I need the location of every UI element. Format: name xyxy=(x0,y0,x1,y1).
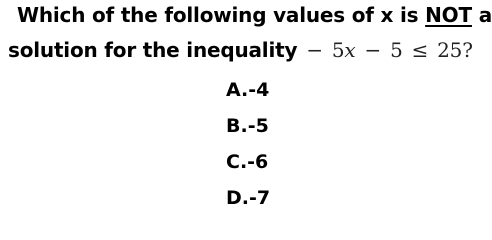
answer-option-a: A.-4 xyxy=(226,79,270,101)
question-text-start: Which of the following values of x is xyxy=(17,3,426,27)
inequality-relation: ≤ xyxy=(411,38,429,62)
question-line-1 xyxy=(17,3,492,27)
emphasis-not: NOT xyxy=(425,3,472,27)
inequality-expression xyxy=(297,38,472,62)
question-line-2 xyxy=(8,38,473,62)
answer-options xyxy=(226,77,270,221)
inequality-rhs: 25? xyxy=(437,38,473,62)
question-text-end: a xyxy=(471,3,492,27)
inequality-coefficient: 5 xyxy=(331,38,345,62)
question-text-continued: solution for the inequality xyxy=(8,38,298,62)
answer-option-b: B.-5 xyxy=(226,115,269,137)
answer-option-d: D.-7 xyxy=(226,187,271,209)
inequality-constant: 5 xyxy=(390,38,403,62)
answer-option-c: C.-6 xyxy=(226,151,269,173)
inequality-variable: x xyxy=(344,38,356,62)
inequality-minus-operator: − xyxy=(364,38,382,62)
inequality-leading-minus: − xyxy=(306,38,323,62)
